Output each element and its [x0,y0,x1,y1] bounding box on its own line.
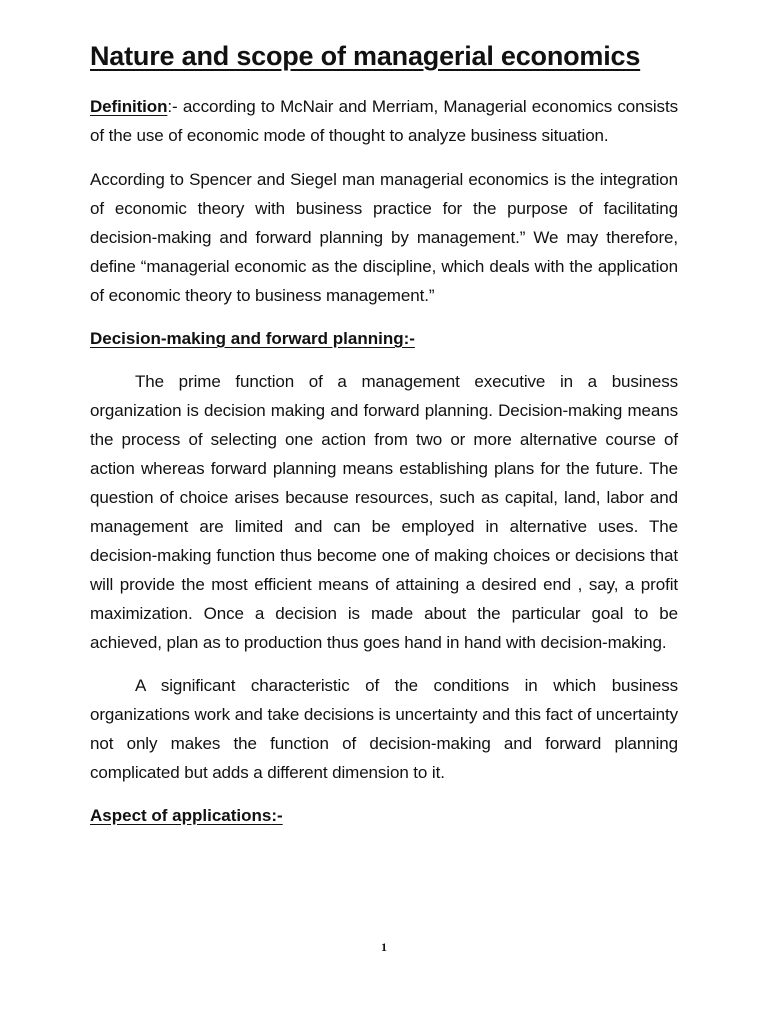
definition-text: according to McNair and Merriam, Managerial economics consists of the use of economic mode of thought to analyze business situation. [90,97,678,145]
uncertainty-paragraph: A significant characteristic of the conditions in which business organizations work and take decisions is uncertainty and this fact of uncertainty not only makes the function of decision-making and forward planning complicated but adds a different dimension to it. [90,676,678,782]
definition-separator: :- [167,97,178,116]
spencer-siegel-paragraph: According to Spencer and Siegel man managerial economics is the integration of economic theory with business practice for the purpose of facilitating decision-making and forward planning by management.” We may therefore, define “managerial economic as the discipline, which deals with the application of economic theory to business management.” [90,170,678,305]
page-title: Nature and scope of managerial economics [90,41,641,71]
aspect-heading-suffix: :- [271,806,283,825]
aspect-of-applications-heading [90,801,678,830]
definition-paragraph [90,92,678,150]
decision-making-heading: Decision-making and forward planning:- [90,329,415,348]
definition-label: Definition [90,97,168,116]
aspect-heading-label: Aspect of applications [90,806,272,825]
decision-making-paragraph: The prime function of a management executive in a business organization is decision making and forward planning. Decision-making means the process of selecting one action from two or more alternative course of action whereas forward planning means establishing plans for the future. The question of choice arises because resources, such as capital, land, labor and management are limited and can be employed in alternative uses. The decision-making function thus become one of making choices or decisions that will provide the most efficient means of attaining a desired end , say, a profit maximization. Once a decision is made about the particular goal to be achieved, plan as to production thus goes hand in hand with decision-making. [90,372,678,652]
page-number: 1 [381,940,387,954]
